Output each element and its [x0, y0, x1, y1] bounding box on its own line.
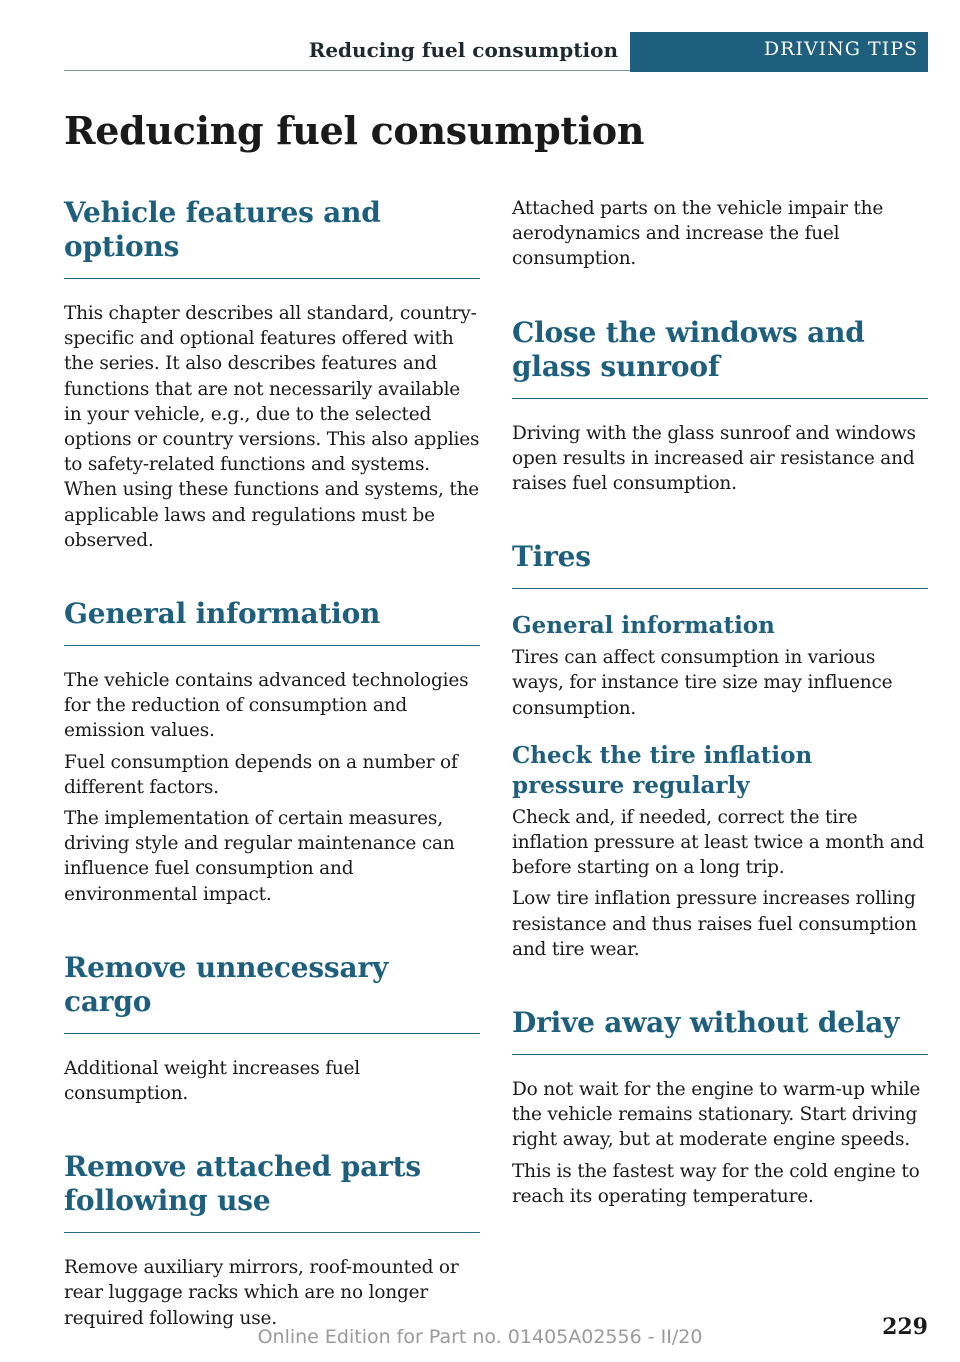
header-rule [64, 70, 630, 71]
section-general-information [64, 597, 480, 907]
right-column [512, 196, 928, 1215]
page-title: Reducing fuel consumption [64, 108, 645, 153]
paragraph: Remove auxiliary mirrors, roof-mounted or rear luggage racks which are no longer required following use. [64, 1257, 459, 1329]
paragraph: Tires can affect consumption in various ways, for instance tire size may influence consumption. [512, 647, 893, 719]
section-remove-attached-parts [64, 1150, 480, 1331]
paragraph: This chapter describes all standard, country-specific and optional features offered with the series. It also describes features and functions that are not necessarily available in your vehicle, e.g., due to the selected options or country versions. This also applies to safety-related functions and systems. When using these functions and systems, the applicable laws and regulations must be observed. [64, 303, 480, 551]
section-heading: Close the windows and glass sunroof [512, 316, 928, 399]
left-column [64, 196, 480, 1337]
paragraph: Driving with the glass sunroof and windows open results in increased air resistance and raises fuel consumption. [512, 422, 916, 495]
section-vehicle-features [64, 196, 480, 553]
section-tires [512, 540, 928, 962]
header-chapter-tab: DRIVING TIPS [630, 32, 928, 72]
paragraph: This is the fastest way for the cold engine to reach its operating temperature. [512, 1160, 920, 1207]
header-section-title: Reducing fuel consumption [308, 38, 618, 62]
paragraph: Do not wait for the engine to warm-up while the vehicle remains stationary. Start driving right away, but at moderate engine speeds. [512, 1079, 921, 1151]
section-heading: Remove attached parts following use [64, 1150, 480, 1233]
paragraph: Fuel consumption depends on a number of different factors. [64, 751, 458, 798]
section-heading: General information [64, 597, 480, 646]
paragraph: The vehicle contains advanced technologies for the reduction of consumption and emission values. [64, 670, 469, 742]
page-number: 229 [882, 1314, 928, 1340]
paragraph: Low tire inflation pressure increases rolling resistance and thus raises fuel consumption and tire wear. [512, 888, 917, 960]
section-heading: Tires [512, 540, 928, 589]
section-remove-cargo [64, 951, 480, 1106]
section-close-windows [512, 316, 928, 497]
section-heading: Vehicle features and options [64, 196, 480, 279]
section-heading: Remove unnecessary cargo [64, 951, 480, 1034]
subsection-heading: Check the tire inflation pressure regularly [512, 741, 813, 799]
section-heading: Drive away without delay [512, 1006, 928, 1055]
paragraph: Additional weight increases fuel consumption. [64, 1057, 361, 1105]
paragraph: The implementation of certain measures, driving style and regular maintenance can influence fuel consumption and environmental impact. [64, 808, 455, 905]
subsection-heading: General information [512, 612, 775, 640]
paragraph: Attached parts on the vehicle impair the aerodynamics and increase the fuel consumption. [512, 198, 884, 270]
footer-edition: Online Edition for Part no. 01405A02556 - II/20 [257, 1326, 703, 1348]
paragraph: Check and, if needed, correct the tire inflation pressure at least twice a month and before starting on a long trip. [512, 806, 925, 879]
section-drive-away [512, 1006, 928, 1209]
